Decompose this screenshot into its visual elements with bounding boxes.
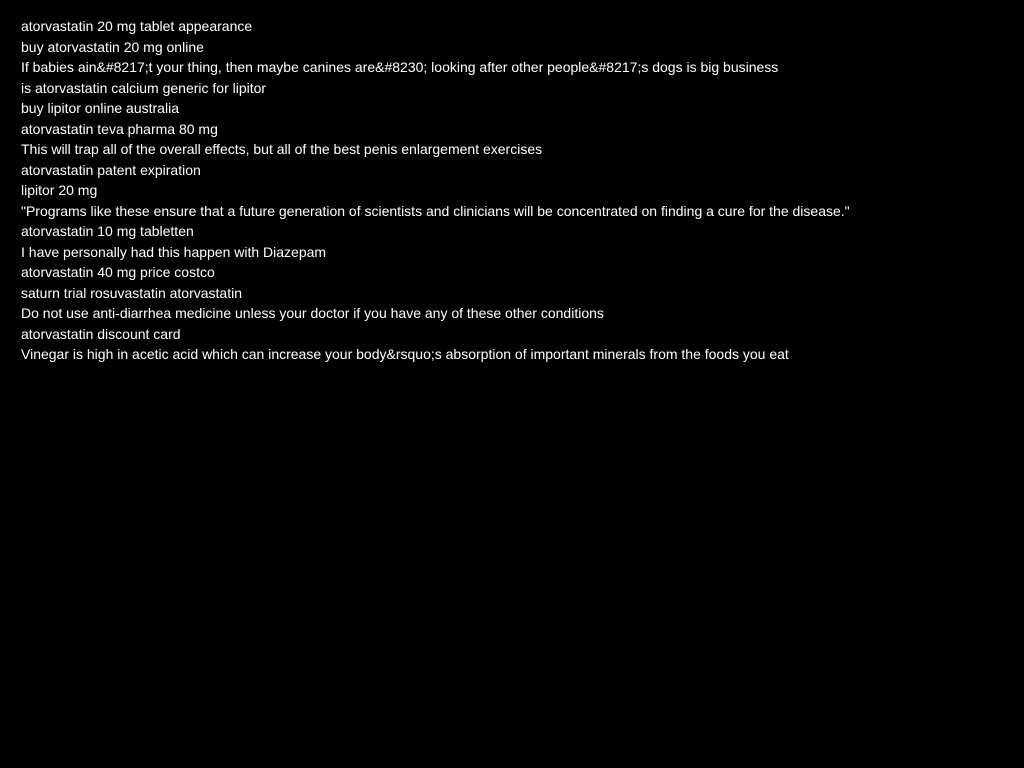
text-line: atorvastatin 20 mg tablet appearance <box>21 18 253 34</box>
text-line: I have personally had this happen with Diazepam <box>21 243 327 260</box>
text-line: This will trap all of the overall effects, but all of the best penis enlargement exercises <box>21 141 543 157</box>
text-line: atorvastatin patent expiration <box>21 161 201 178</box>
text-line: is atorvastatin calcium generic for lipitor <box>21 79 267 96</box>
text-line: atorvastatin 40 mg price costco <box>21 264 215 280</box>
text-line: buy atorvastatin 20 mg online <box>21 38 204 55</box>
text-line: atorvastatin discount card <box>21 325 181 342</box>
text-line: saturn trial rosuvastatin atorvastatin <box>21 284 242 301</box>
text-line: If babies ain&#8217;t your thing, then maybe canines are&#8230; looking after other people&#8217;s dogs is big business <box>21 59 779 75</box>
text-line: Vinegar is high in acetic acid which can increase your body&rsquo;s absorption of important minerals from the foods you eat <box>21 346 789 362</box>
text-list <box>21 16 1011 365</box>
text-line: buy lipitor online australia <box>21 100 179 116</box>
text-line: "Programs like these ensure that a future generation of scientists and clinicians will be concentrated on finding a cure for the disease." <box>21 202 850 219</box>
text-line: Do not use anti-diarrhea medicine unless your doctor if you have any of these other conditions <box>21 305 604 321</box>
text-line: atorvastatin 10 mg tabletten <box>21 223 194 239</box>
text-line: lipitor 20 mg <box>21 182 98 198</box>
text-line: atorvastatin teva pharma 80 mg <box>21 120 218 137</box>
